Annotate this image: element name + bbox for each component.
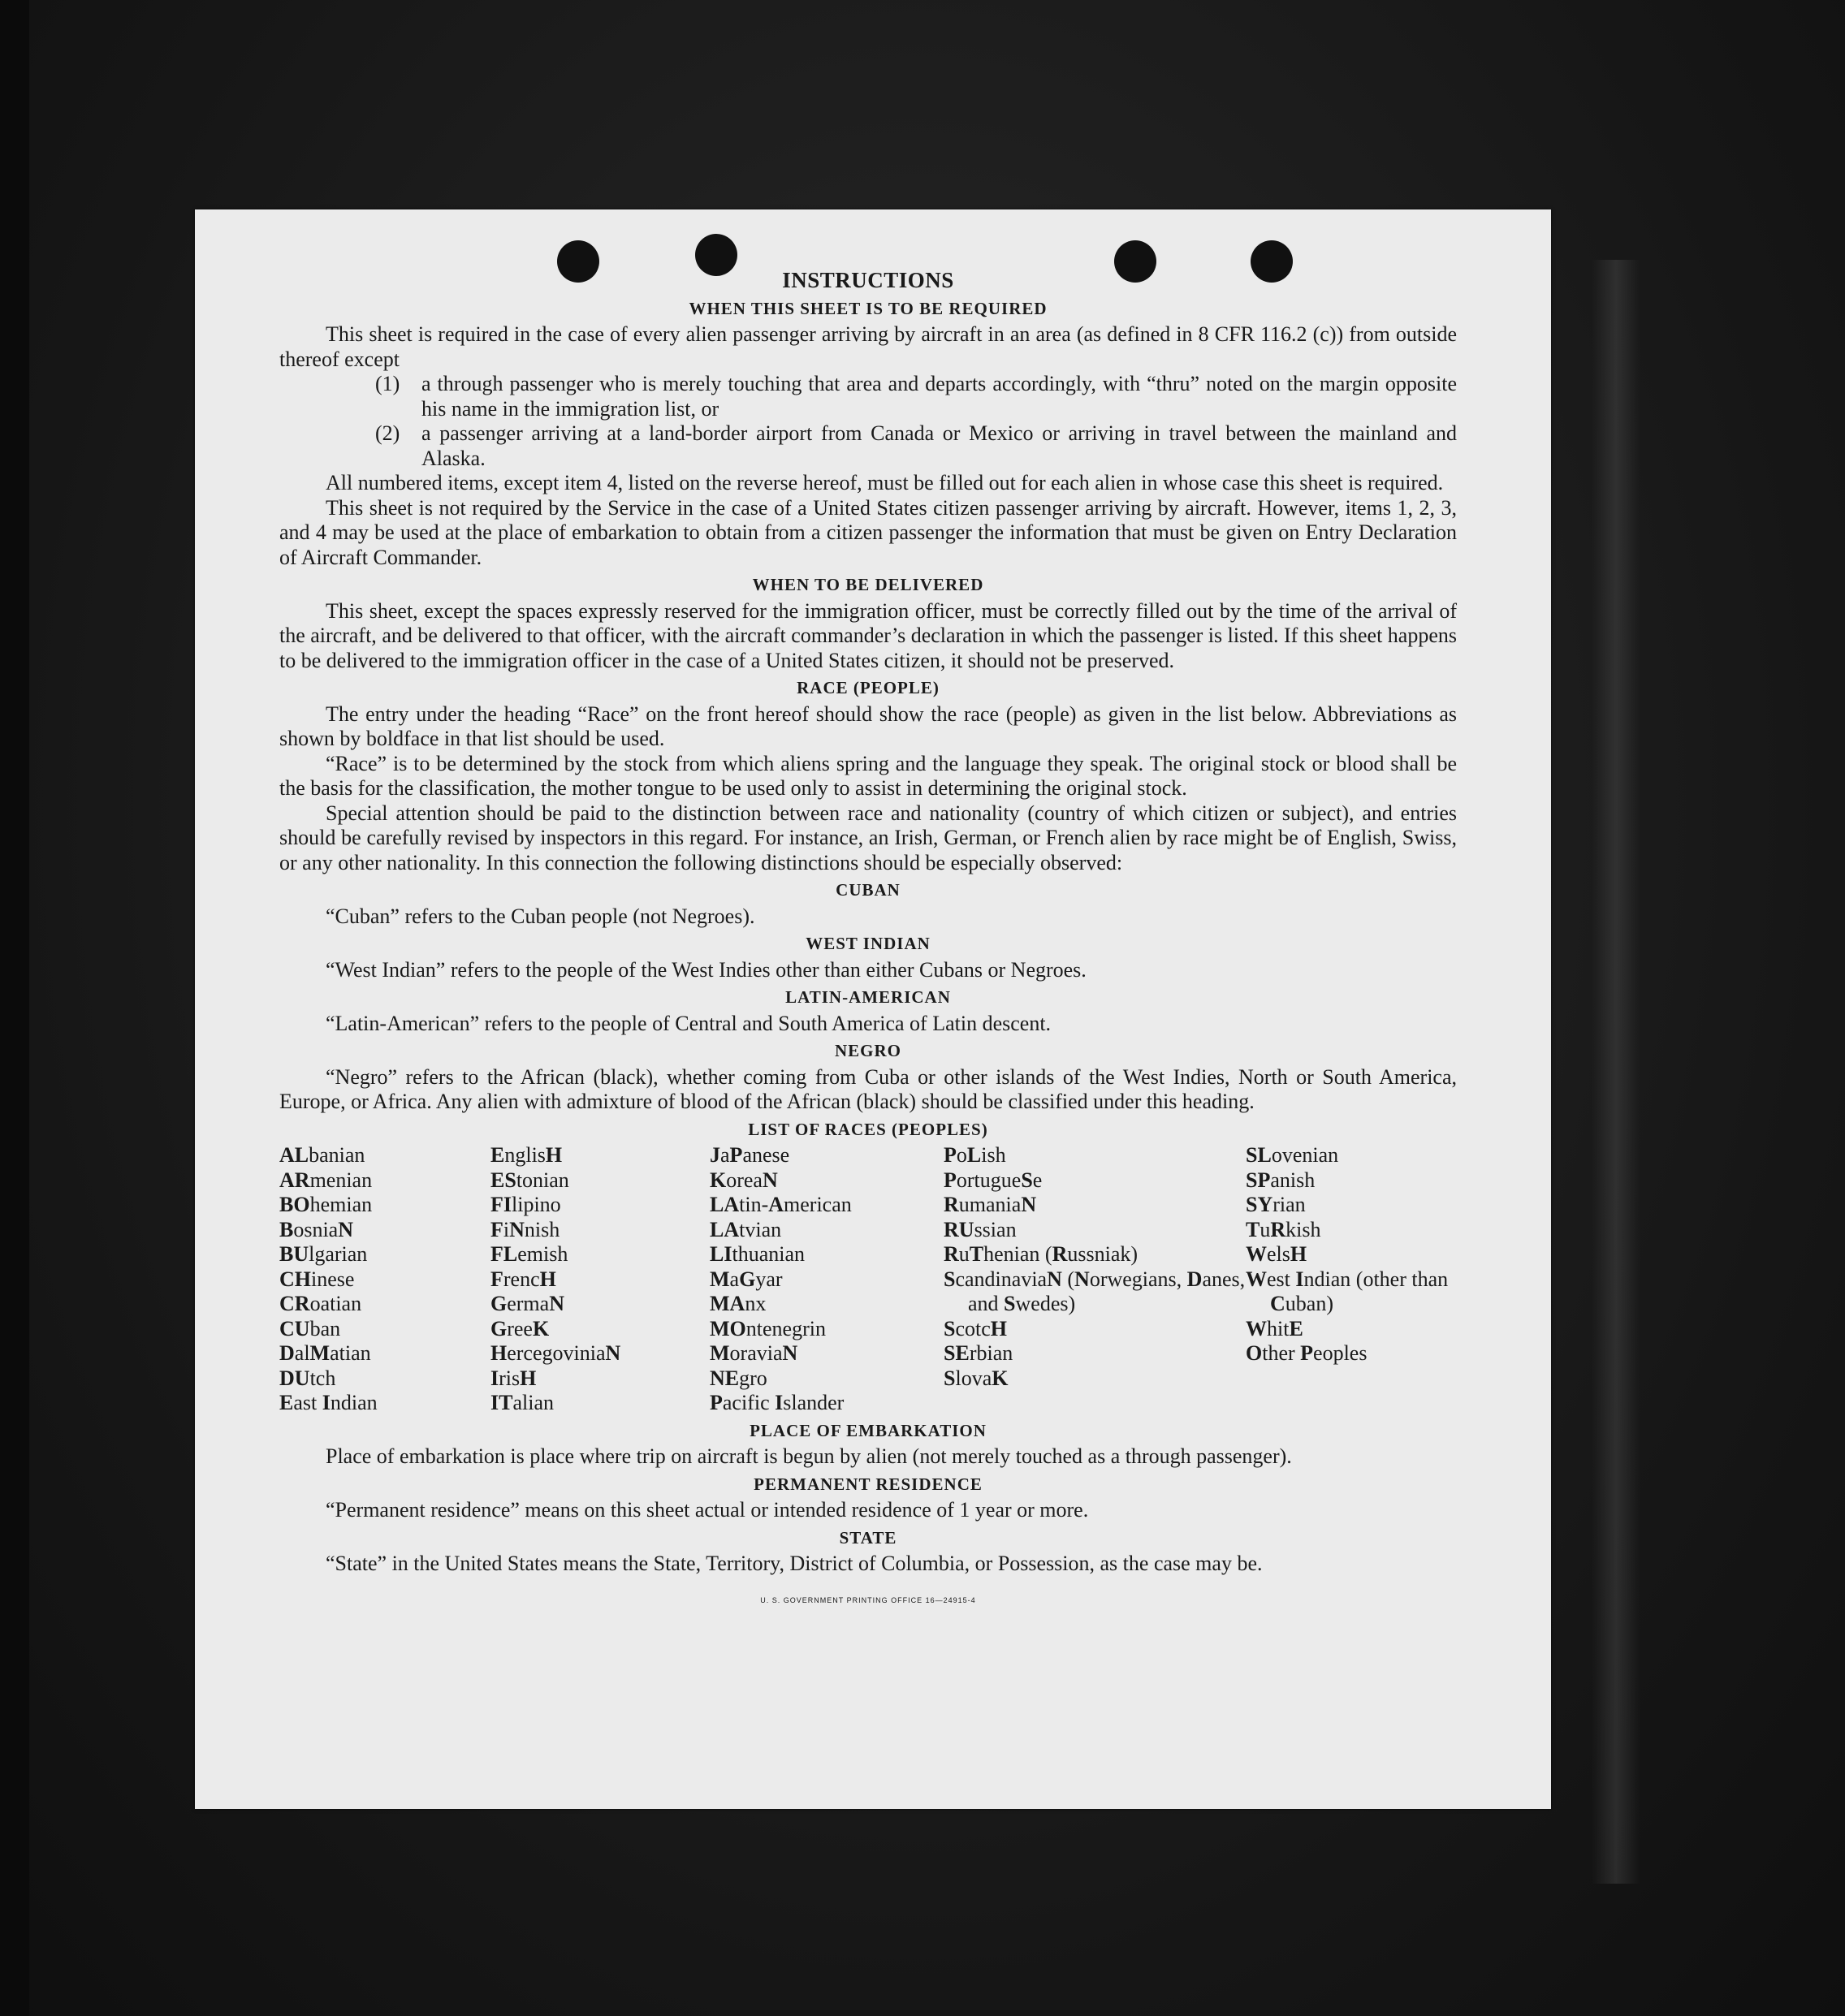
races-column-1 (279, 1143, 490, 1416)
race-entry: EStonian (490, 1168, 569, 1192)
race-entry: WhitE (1246, 1316, 1303, 1340)
paragraph: “Negro” refers to the African (black), whether coming from Cuba or other islands of the West Indies, North or South America, Europe, or Africa. Any alien with admixture of blood of the African (black) should be classified under this heading. (279, 1064, 1457, 1113)
race-entry: RuThenian (Russniak) (944, 1242, 1139, 1266)
paragraph: “West Indian” refers to the people of the West Indies other than either Cubans or Negroes. (326, 957, 1087, 982)
printer-imprint: U. S. GOVERNMENT PRINTING OFFICE 16—24915-4 (760, 1595, 976, 1604)
race-entry: ITalian (490, 1391, 554, 1414)
race-entry: MoraviaN (710, 1341, 798, 1365)
document-title: INSTRUCTIONS (782, 268, 954, 292)
paragraph: “Latin-American” refers to the people of Central and South America of Latin descent. (326, 1011, 1052, 1035)
race-entry: LAtin-American (710, 1193, 852, 1216)
race-entry: MOntenegrin (710, 1316, 826, 1340)
race-entry: FIlipino (490, 1193, 561, 1216)
paragraph: “Cuban” refers to the Cuban people (not Negroes). (326, 904, 755, 928)
section-heading-when-delivered: WHEN TO BE DELIVERED (752, 575, 984, 594)
race-entry: West Indian (other than Cuban) (1246, 1267, 1449, 1315)
paragraph: The entry under the heading “Race” on the front hereof should show the race (people) as given in the list below. Abbreviations as shown by boldface in that list should be used. (279, 701, 1457, 750)
section-heading-west-indian: WEST INDIAN (806, 934, 931, 953)
item-number: (1) (375, 372, 400, 395)
paragraph: Special attention should be paid to the distinction between race and nationality (country of which citizen or subject), and entries should be carefully revised by inspectors in this regard. For instance, an Irish, German, or French alien by race might be of English, Swiss, or any other nationality. In this connection the following distinctions should be especially observed: (279, 801, 1457, 874)
race-entry: SlovaK (944, 1366, 1009, 1390)
race-entry: DUtch (279, 1366, 336, 1390)
paragraph: “Permanent residence” means on this sheet actual or intended residence of 1 year or more. (326, 1498, 1089, 1522)
race-entry: GreeK (490, 1316, 550, 1340)
section-heading-latin-american: LATIN-AMERICAN (785, 987, 951, 1007)
section-heading-negro: NEGRO (834, 1041, 901, 1060)
race-entry: CHinese (279, 1267, 355, 1291)
race-entry: BUlgarian (279, 1242, 368, 1266)
paragraph: “Race” is to be determined by the stock from which aliens spring and the language they speak. The original stock or blood shall be the basis for the classification, the mother tongue to be used only to assist in determining the original stock. (279, 751, 1457, 800)
item-text: a through passenger who is merely touching that area and departs accordingly, with “thru” noted on the margin opposite his name in the immigration list, or (421, 372, 1457, 421)
race-entry: PoLish (944, 1143, 1006, 1167)
race-entry: FrencH (490, 1267, 556, 1291)
race-entry: BOhemian (279, 1193, 373, 1216)
race-entry: ARmenian (279, 1168, 373, 1192)
race-entry: ALbanian (279, 1143, 365, 1167)
race-entry: CUban (279, 1316, 341, 1340)
races-list (279, 1143, 1457, 1416)
races-column-2 (490, 1143, 710, 1416)
race-entry: SErbian (944, 1341, 1013, 1365)
paragraph: This sheet is not required by the Service in the case of a United States citizen passenger arriving by aircraft. However, items 1, 2, 3, and 4 may be used at the place of embarkation to obtain from a citizen passenger the information that must be given on Entry Declaration of Aircraft Commander. (279, 495, 1457, 569)
races-column-5 (1246, 1143, 1457, 1416)
race-entry: FLemish (490, 1242, 568, 1266)
race-entry: ScandinaviaN (Norwegians, Danes, and Swedes) (944, 1267, 1246, 1315)
paragraph: All numbered items, except item 4, listed on the reverse hereof, must be filled out for each alien in whose case this sheet is required. (326, 471, 1444, 494)
race-entry: LAtvian (710, 1217, 782, 1241)
race-entry: DalMatian (279, 1341, 371, 1365)
section-heading-races-list: LIST OF RACES (PEOPLES) (748, 1119, 988, 1139)
race-entry: FiNnish (490, 1217, 560, 1241)
race-entry: EnglisH (490, 1143, 563, 1167)
paragraph: “State” in the United States means the State, Territory, District of Columbia, or Possession, as the case may be. (326, 1552, 1263, 1575)
race-entry: HercegoviniaN (490, 1341, 621, 1365)
section-heading-race: RACE (PEOPLE) (797, 678, 940, 697)
scan-left-edge (0, 0, 29, 2016)
race-entry: GermaN (490, 1292, 564, 1315)
paragraph: This sheet is required in the case of every alien passenger arriving by aircraft in an area (as defined in 8 CFR 116.2 (c)) from outside thereof except (279, 322, 1457, 371)
race-entry: RUssian (944, 1217, 1017, 1241)
race-entry: Other Peoples (1246, 1341, 1368, 1365)
race-entry: CRoatian (279, 1292, 362, 1315)
race-entry: KoreaN (710, 1168, 778, 1192)
race-entry: IrisH (490, 1366, 537, 1390)
section-heading-residence: PERMANENT RESIDENCE (754, 1474, 983, 1494)
race-entry: East Indian (279, 1391, 378, 1414)
document-content (279, 268, 1457, 1612)
paragraph: This sheet, except the spaces expressly reserved for the immigration officer, must be correctly filled out by the time of the arrival of the aircraft, and be delivered to that officer, with the aircraft commander’s declaration in which the passenger is listed. If this sheet happens to be delivered to the immigration officer in the case of a United States citizen, it should not be preserved. (279, 598, 1457, 672)
item-number: (2) (375, 421, 400, 445)
section-heading-cuban: CUBAN (836, 880, 901, 900)
numbered-item (375, 372, 1457, 421)
race-entry: RumaniaN (944, 1193, 1037, 1216)
race-entry: MaGyar (710, 1267, 783, 1291)
race-entry: WelsH (1246, 1242, 1307, 1266)
section-heading-state: STATE (839, 1527, 897, 1548)
race-entry: SLovenian (1246, 1143, 1339, 1167)
race-entry: SYrian (1246, 1193, 1306, 1216)
item-text: a passenger arriving at a land-border airport from Canada or Mexico or arriving in travel between the mainland and Alaska. (421, 421, 1457, 470)
race-entry: ScotcH (944, 1316, 1008, 1340)
scan-glare (1592, 260, 1640, 1884)
race-entry: LIthuanian (710, 1242, 805, 1266)
races-column-4 (944, 1143, 1246, 1416)
race-entry: SPanish (1246, 1168, 1316, 1192)
race-entry: TuRkish (1246, 1217, 1321, 1241)
race-entry: PortugueSe (944, 1168, 1043, 1192)
race-entry: BosniaN (279, 1217, 354, 1241)
section-heading-when-required: WHEN THIS SHEET IS TO BE REQUIRED (689, 298, 1048, 318)
section-heading-embarkation: PLACE OF EMBARKATION (750, 1420, 987, 1440)
document-sheet (195, 209, 1551, 1809)
race-entry: MAnx (710, 1292, 767, 1315)
race-entry: Pacific Islander (710, 1391, 845, 1414)
race-entry: NEgro (710, 1366, 767, 1390)
race-entry: JaPanese (710, 1143, 790, 1167)
races-column-3 (710, 1143, 944, 1416)
numbered-item (375, 421, 1457, 471)
paragraph: Place of embarkation is place where trip on aircraft is begun by alien (not merely touched as a through passenger). (326, 1444, 1292, 1468)
